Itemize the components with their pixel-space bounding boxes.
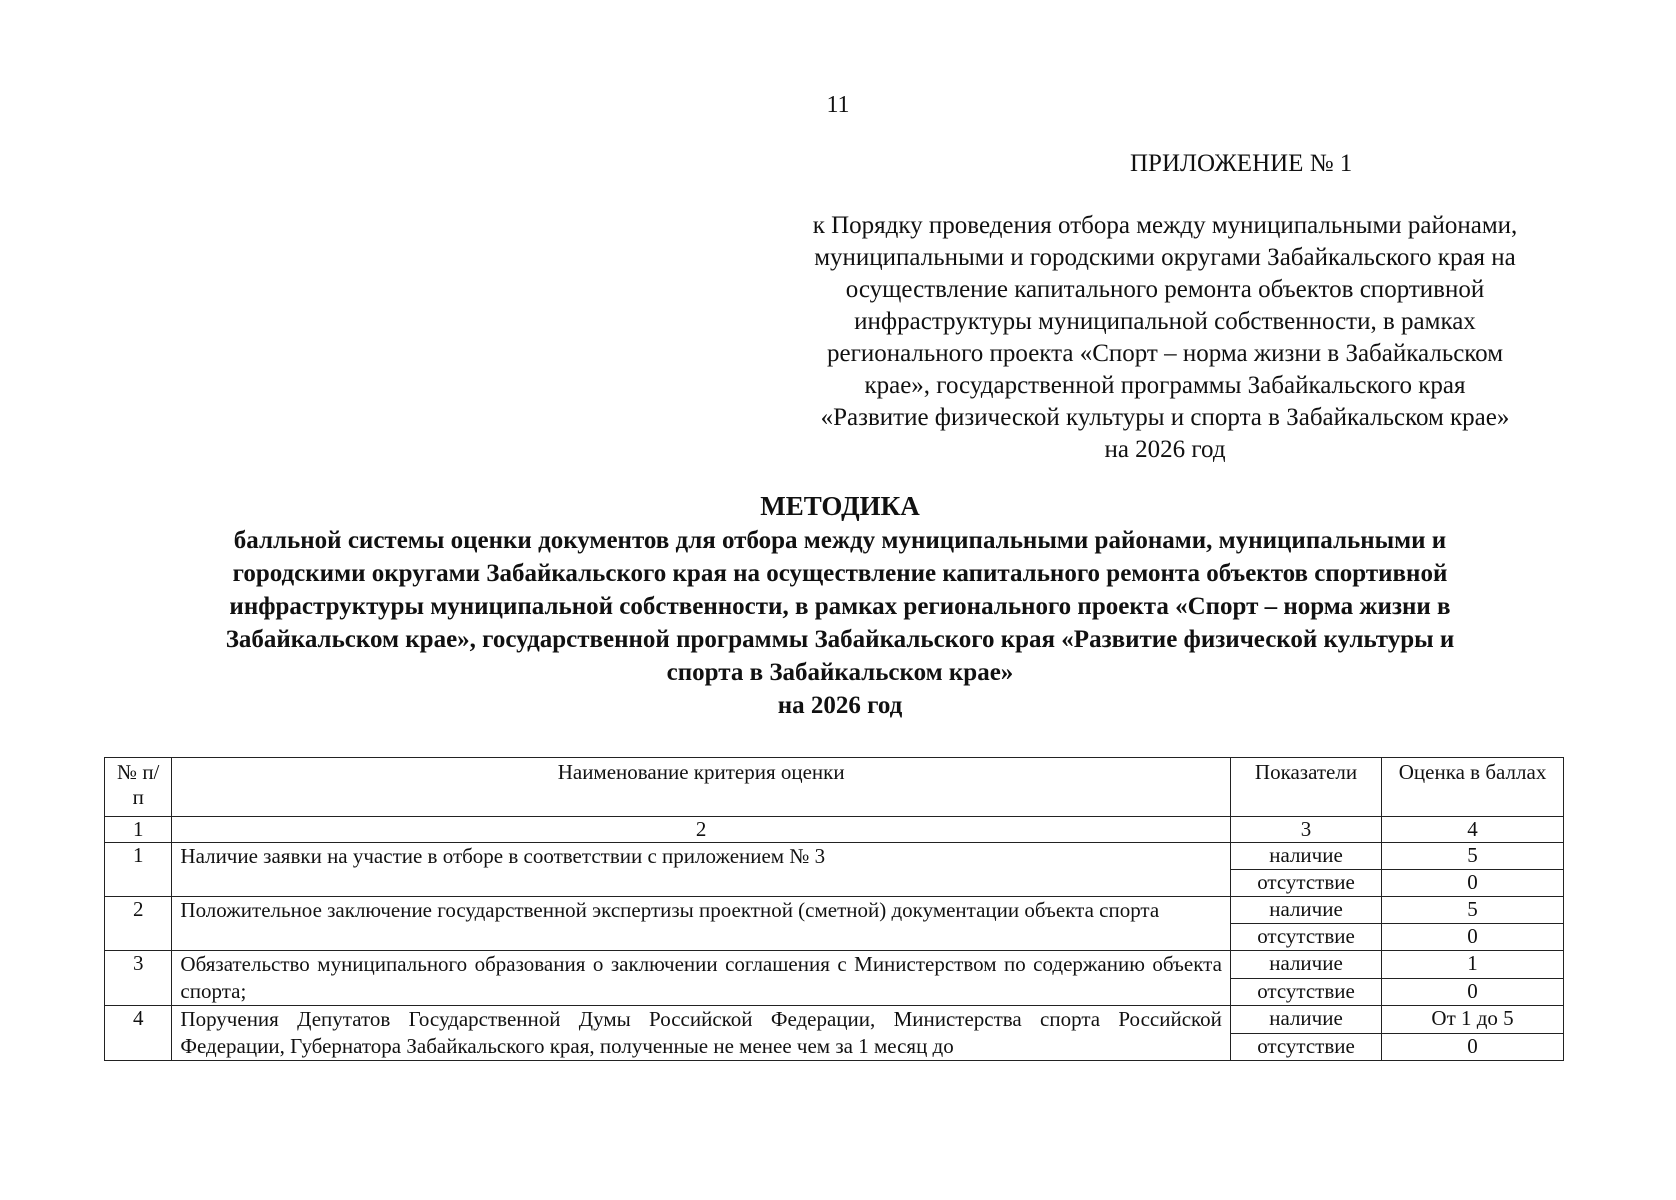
page-number: 11 [826,92,850,118]
table-row [105,843,1564,870]
indicator-cell: наличие [1230,897,1381,924]
column-index: 2 [172,817,1230,843]
heading-line: инфраструктуры муниципальной собственности, в рамках регионального проекта «Спорт – норма жизни в [229,593,1451,620]
row-number: 3 [105,951,172,1006]
criterion-name: Поручения Депутатов Государственной Думы Российской Федерации, Министерства спорта Российской Федерации, Губернатора Забайкальского края, полученные не менее чем за 1 месяц до [172,1006,1230,1061]
appendix-subtitle-line: инфраструктуры муниципальной собственности, в рамках [854,308,1476,335]
appendix-subtitle-line: регионального проекта «Спорт – норма жизни в Забайкальском [826,340,1504,367]
heading-line: спорта в Забайкальском крае» [666,659,1014,686]
appendix-subtitle-line: на 2026 год [1104,436,1226,463]
document-title: МЕТОДИКА [760,491,920,521]
indicator-cell: отсутствие [1230,924,1381,951]
score-cell: 0 [1382,978,1564,1006]
indicator-cell: наличие [1230,843,1381,870]
row-number: 2 [105,897,172,951]
table-header-row [105,758,1564,817]
column-index-row [105,817,1564,843]
heading-line: на 2026 год [777,692,903,719]
header-score: Оценка в баллах [1382,758,1564,817]
heading-line: балльной системы оценки документов для отбора между муниципальными районами, муниципальными и [233,527,1447,554]
appendix-subtitle-line: к Порядку проведения отбора между муниципальными районами, [812,212,1518,239]
heading-line: городскими округами Забайкальского края на осуществление капитального ремонта объектов спортивной [232,560,1448,587]
indicator-cell: отсутствие [1230,978,1381,1006]
column-index: 1 [105,817,172,843]
appendix-subtitle-line: осуществление капитального ремонта объектов спортивной [845,276,1485,303]
appendix-title: ПРИЛОЖЕНИЕ № 1 [1130,150,1353,177]
score-cell: 0 [1382,1033,1564,1061]
criteria-table [104,757,1564,1061]
indicator-cell: наличие [1230,951,1381,979]
header-num: № п/п [105,758,172,817]
document-heading [120,488,1560,722]
score-cell: 5 [1382,897,1564,924]
table-row [105,897,1564,924]
table-row [105,951,1564,979]
score-cell: 1 [1382,951,1564,979]
appendix-subtitle-line: муниципальными и городскими округами Забайкальского края на [814,244,1516,271]
header-name: Наименование критерия оценки [172,758,1230,817]
criterion-name: Наличие заявки на участие в отборе в соответствии с приложением № 3 [172,843,1230,897]
indicator-cell: отсутствие [1230,870,1381,897]
score-cell: От 1 до 5 [1382,1006,1564,1034]
heading-line: Забайкальском крае», государственной программы Забайкальского края «Развитие физической культуры и [225,626,1455,653]
criterion-name: Положительное заключение государственной экспертизы проектной (сметной) документации объекта спорта [172,897,1230,951]
row-number: 1 [105,843,172,897]
appendix-subtitle-line: «Развитие физической культуры и спорта в Забайкальском крае» [820,404,1510,431]
score-cell: 0 [1382,870,1564,897]
score-cell: 5 [1382,843,1564,870]
indicator-cell: отсутствие [1230,1033,1381,1061]
column-index: 3 [1230,817,1381,843]
column-index: 4 [1382,817,1564,843]
appendix-subtitle-line: крае», государственной программы Забайкальского края [864,372,1466,399]
indicator-cell: наличие [1230,1006,1381,1034]
table-row [105,1006,1564,1034]
row-number: 4 [105,1006,172,1061]
appendix-subtitle [740,210,1590,466]
score-cell: 0 [1382,924,1564,951]
header-indicator: Показатели [1230,758,1381,817]
criterion-name: Обязательство муниципального образования о заключении соглашения с Министерством по содержанию объекта спорта; [172,951,1230,1006]
